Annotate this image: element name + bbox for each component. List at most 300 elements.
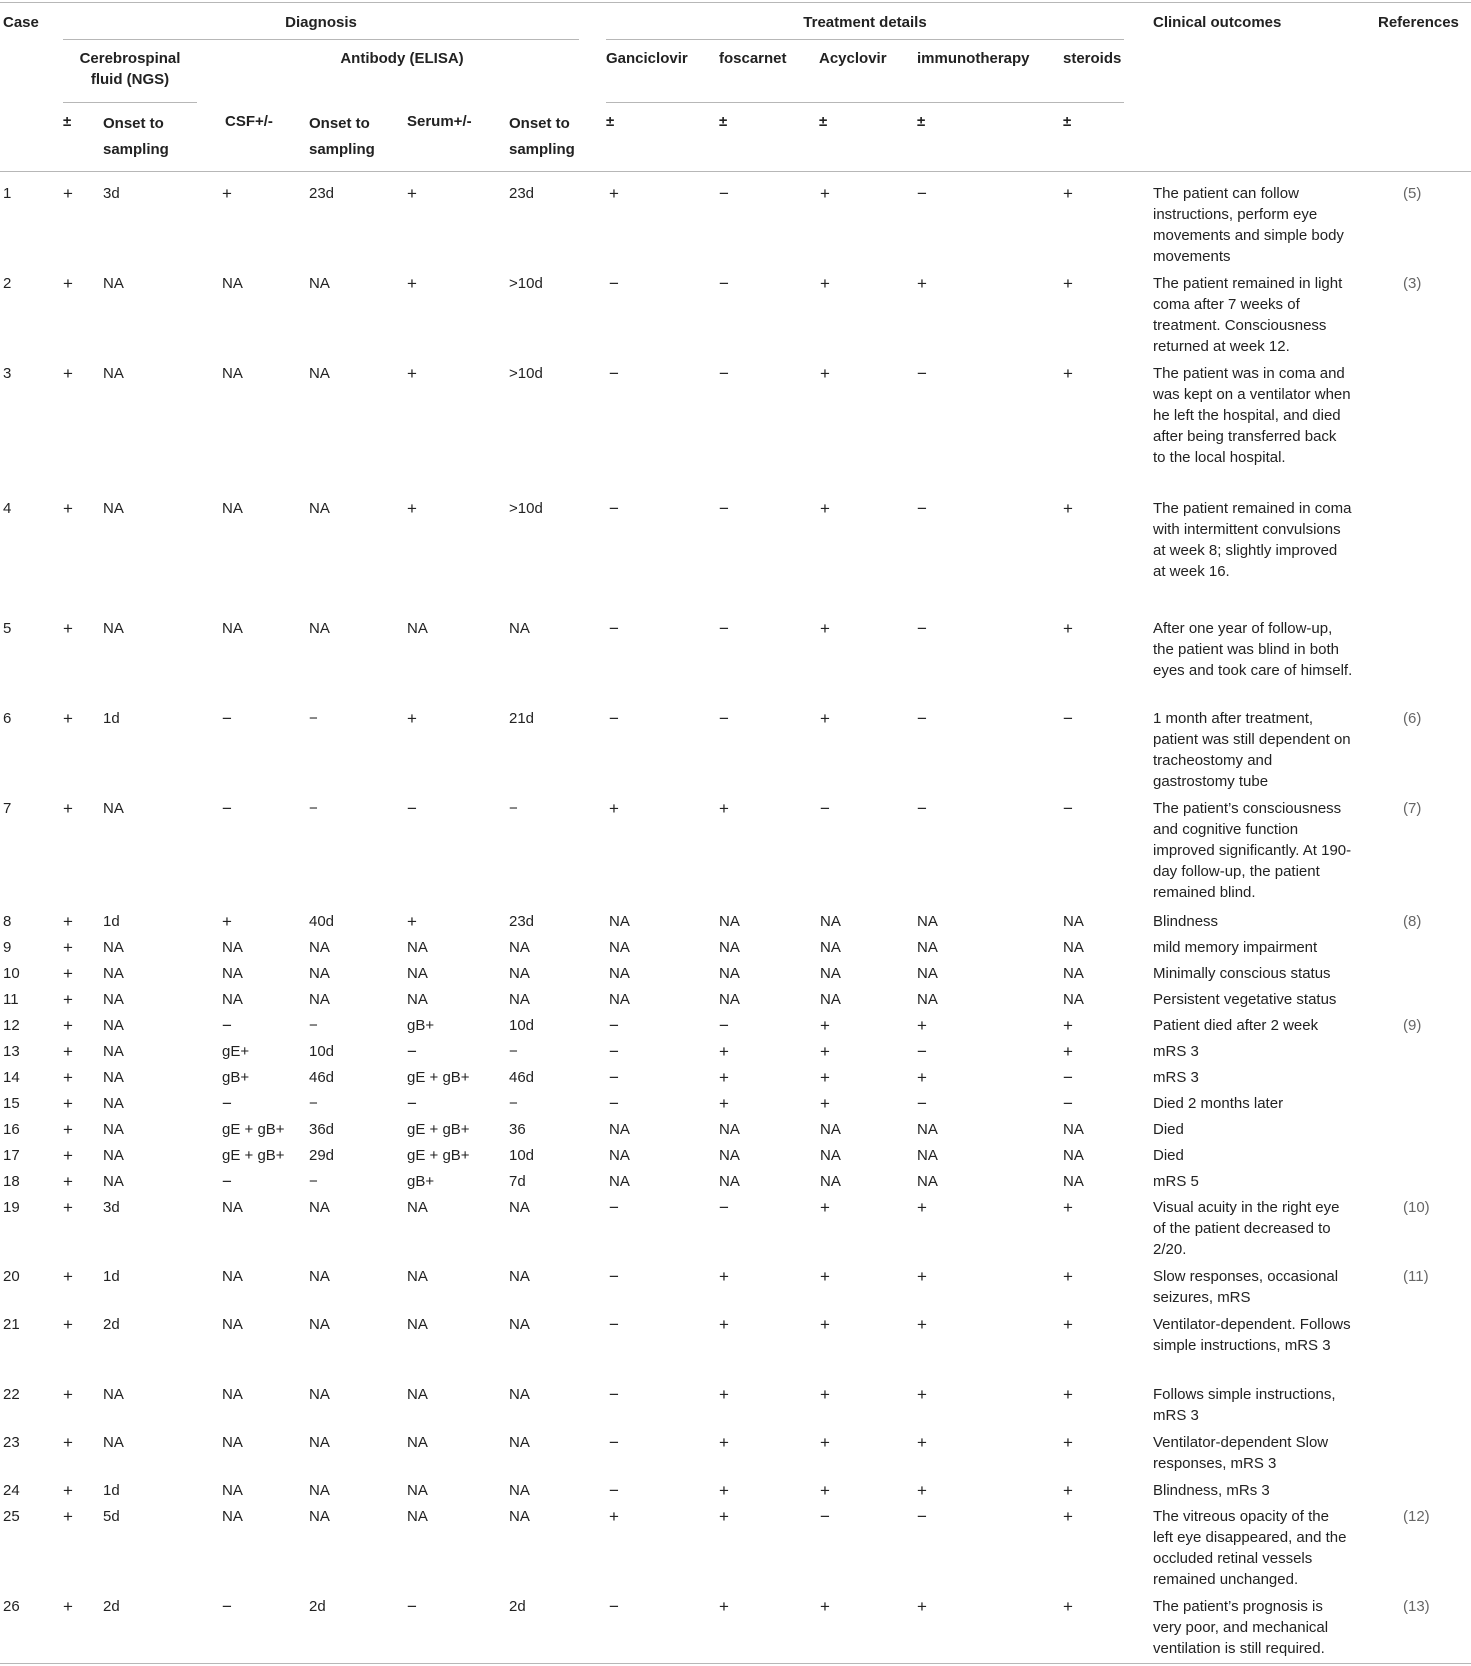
cell-ganciclovir: −	[609, 1016, 619, 1035]
cell-ngs-result: +	[63, 1094, 73, 1113]
cell-csf-onset: 23d	[309, 185, 335, 202]
cell-clinical-outcome: The patient can follow instructions, perform eye movements and simple body movements	[1153, 185, 1344, 265]
cell-ganciclovir: −	[609, 499, 619, 518]
header-bottom-rule	[0, 171, 1471, 172]
cell-immunotherapy: −	[917, 619, 927, 638]
cell-acyclovir: +	[820, 1068, 830, 1087]
cell-case: 14	[3, 1069, 20, 1086]
cell-ngs-onset: NA	[103, 1043, 124, 1060]
cell-steroids: NA	[1063, 1121, 1084, 1138]
cell-ngs-result: +	[63, 1481, 73, 1500]
cell-case: 13	[3, 1043, 20, 1060]
cell-serum-onset: NA	[509, 1316, 530, 1333]
cell-case: 22	[3, 1386, 20, 1403]
cell-foscarnet: +	[719, 1315, 729, 1334]
cell-ganciclovir: −	[609, 1068, 619, 1087]
cell-serum-onset: 23d	[509, 185, 535, 202]
cell-case: 25	[3, 1508, 20, 1525]
cell-csf-onset: NA	[309, 275, 330, 292]
cell-ngs-onset: NA	[103, 1069, 124, 1086]
cell-steroids: −	[1063, 709, 1073, 728]
cell-ngs-result: +	[63, 1042, 73, 1061]
cell-serum-result: NA	[407, 1482, 428, 1499]
cell-case: 3	[3, 365, 12, 382]
header-immunotherapy-pm: ±	[917, 113, 926, 130]
cell-immunotherapy: NA	[917, 965, 938, 982]
cell-ngs-result: +	[63, 364, 73, 383]
cell-csf-result: NA	[222, 939, 243, 956]
cell-serum-onset: NA	[509, 1434, 530, 1451]
cell-case: 5	[3, 620, 12, 637]
cell-immunotherapy: NA	[917, 1121, 938, 1138]
cell-serum-result: −	[407, 799, 417, 818]
cell-clinical-outcome: Died	[1153, 1147, 1184, 1164]
cell-foscarnet: NA	[719, 991, 740, 1008]
cell-clinical-outcome: The patient remained in coma with intermittent convulsions at week 8; slightly improved at week 16.	[1153, 500, 1352, 580]
cell-steroids: −	[1063, 1068, 1073, 1087]
cell-ngs-result: +	[63, 938, 73, 957]
cell-clinical-outcome: Visual acuity in the right eye of the patient decreased to 2/20.	[1153, 1199, 1340, 1258]
cell-ganciclovir: +	[609, 799, 619, 818]
header-csf-ngs: Cerebrospinal fluid (NGS)	[79, 50, 181, 88]
cell-ngs-result: +	[63, 1267, 73, 1286]
cell-ganciclovir: −	[609, 274, 619, 293]
cell-immunotherapy: −	[917, 364, 927, 383]
cell-serum-result: +	[407, 499, 417, 518]
cell-ngs-onset: 1d	[103, 710, 120, 727]
cell-case: 2	[3, 275, 12, 292]
cell-case: 7	[3, 800, 12, 817]
cell-immunotherapy: NA	[917, 939, 938, 956]
cell-serum-onset: NA	[509, 1199, 530, 1216]
cell-clinical-outcome: mild memory impairment	[1153, 939, 1318, 956]
cell-serum-onset: 2d	[509, 1598, 526, 1615]
cell-csf-onset: 40d	[309, 913, 335, 930]
cell-csf-onset: NA	[309, 965, 330, 982]
cell-csf-result: +	[222, 184, 232, 203]
cell-serum-onset: 10d	[509, 1147, 535, 1164]
header-references: References	[1378, 14, 1459, 31]
cell-csf-onset: NA	[309, 1482, 330, 1499]
cell-immunotherapy: +	[917, 1481, 927, 1500]
cell-ganciclovir: −	[609, 1198, 619, 1217]
cell-immunotherapy: −	[917, 1507, 927, 1526]
cell-ganciclovir: −	[609, 619, 619, 638]
cell-acyclovir: +	[820, 709, 830, 728]
cell-csf-result: NA	[222, 365, 243, 382]
cell-clinical-outcome: mRS 3	[1153, 1043, 1199, 1060]
cell-case: 20	[3, 1268, 20, 1285]
cell-reference: (10)	[1403, 1199, 1430, 1216]
cell-ngs-result: +	[63, 1385, 73, 1404]
cell-steroids: +	[1063, 1597, 1073, 1616]
cell-clinical-outcome: Minimally conscious status	[1153, 965, 1331, 982]
cell-ngs-result: +	[63, 1433, 73, 1452]
cell-steroids: +	[1063, 1481, 1073, 1500]
cell-steroids: +	[1063, 274, 1073, 293]
cell-serum-onset: −	[509, 800, 518, 817]
cell-acyclovir: +	[820, 1042, 830, 1061]
cell-ngs-onset: 2d	[103, 1598, 120, 1615]
cell-csf-result: −	[222, 799, 232, 818]
header-clinical-outcomes: Clinical outcomes	[1153, 14, 1282, 31]
cell-csf-result: −	[222, 709, 232, 728]
cell-reference: (11)	[1403, 1268, 1429, 1285]
cell-csf-onset: −	[309, 1173, 318, 1190]
cell-serum-result: +	[407, 364, 417, 383]
cell-serum-onset: 7d	[509, 1173, 526, 1190]
cell-csf-onset: 46d	[309, 1069, 335, 1086]
cell-serum-result: gE + gB+	[407, 1121, 470, 1138]
cell-foscarnet: +	[719, 799, 729, 818]
cell-serum-result: gB+	[407, 1017, 435, 1034]
cell-reference: (13)	[1403, 1598, 1430, 1615]
cell-steroids: +	[1063, 1385, 1073, 1404]
cell-serum-onset: 10d	[509, 1017, 535, 1034]
cell-immunotherapy: +	[917, 1068, 927, 1087]
cell-clinical-outcome: The patient was in coma and was kept on a ventilator when he left the hospital, and died after being transferred back to the local hospital.	[1153, 365, 1351, 466]
cell-acyclovir: +	[820, 1094, 830, 1113]
cell-ngs-onset: 3d	[103, 1199, 120, 1216]
cell-csf-onset: NA	[309, 1434, 330, 1451]
cell-immunotherapy: −	[917, 499, 927, 518]
cell-foscarnet: +	[719, 1094, 729, 1113]
cell-ngs-result: +	[63, 1146, 73, 1165]
treatment-underline	[606, 39, 1124, 40]
cell-immunotherapy: +	[917, 274, 927, 293]
cell-csf-result: −	[222, 1094, 232, 1113]
cell-case: 10	[3, 965, 20, 982]
cell-ngs-result: +	[63, 184, 73, 203]
cell-serum-onset: >10d	[509, 500, 543, 517]
cell-csf-result: NA	[222, 1386, 243, 1403]
cell-serum-onset: NA	[509, 1482, 530, 1499]
cell-ngs-onset: 5d	[103, 1508, 120, 1525]
cell-case: 11	[3, 991, 19, 1008]
cell-foscarnet: +	[719, 1507, 729, 1526]
cell-case: 16	[3, 1121, 20, 1138]
header-ganciclovir: Ganciclovir	[606, 50, 688, 67]
header-immunotherapy: immunotherapy	[917, 50, 1030, 67]
cell-csf-onset: 36d	[309, 1121, 335, 1138]
cell-steroids: +	[1063, 1198, 1073, 1217]
table-bottom-rule	[0, 1663, 1471, 1664]
cell-serum-onset: >10d	[509, 365, 543, 382]
cell-ngs-result: +	[63, 499, 73, 518]
cell-csf-onset: NA	[309, 365, 330, 382]
cell-csf-result: NA	[222, 1434, 243, 1451]
cell-clinical-outcome: The patient’s consciousness and cognitive function improved significantly. At 190-day follow-up, the patient remained blind.	[1153, 800, 1352, 901]
cell-ganciclovir: +	[609, 1507, 619, 1526]
cell-steroids: −	[1063, 799, 1073, 818]
cell-foscarnet: NA	[719, 939, 740, 956]
cell-case: 19	[3, 1199, 20, 1216]
cell-acyclovir: +	[820, 364, 830, 383]
cell-steroids: +	[1063, 1507, 1073, 1526]
cell-ngs-result: +	[63, 1120, 73, 1139]
cell-reference: (9)	[1403, 1017, 1422, 1034]
cell-csf-onset: NA	[309, 1268, 330, 1285]
cell-steroids: −	[1063, 1094, 1073, 1113]
cell-foscarnet: −	[719, 364, 729, 383]
cell-ngs-onset: NA	[103, 1386, 124, 1403]
cell-csf-result: +	[222, 912, 232, 931]
cell-clinical-outcome: The patient’s prognosis is very poor, and mechanical ventilation is still required.	[1153, 1598, 1329, 1657]
header-case: Case	[3, 14, 39, 31]
cell-acyclovir: −	[820, 1507, 830, 1526]
cell-immunotherapy: NA	[917, 1147, 938, 1164]
cell-ganciclovir: NA	[609, 991, 630, 1008]
cell-foscarnet: +	[719, 1597, 729, 1616]
cell-steroids: NA	[1063, 991, 1084, 1008]
cell-csf-onset: 2d	[309, 1598, 326, 1615]
cell-foscarnet: −	[719, 184, 729, 203]
header-ganciclovir-pm: ±	[606, 113, 615, 130]
cell-clinical-outcome: The patient remained in light coma after 7 weeks of treatment. Consciousness returned at week 12.	[1153, 275, 1343, 355]
cell-foscarnet: +	[719, 1068, 729, 1087]
cell-ngs-result: +	[63, 964, 73, 983]
cell-ganciclovir: NA	[609, 939, 630, 956]
cell-serum-result: NA	[407, 1316, 428, 1333]
cell-csf-result: NA	[222, 1508, 243, 1525]
cell-ngs-result: +	[63, 274, 73, 293]
cell-serum-onset: 23d	[509, 913, 535, 930]
cell-serum-result: gE + gB+	[407, 1147, 470, 1164]
cell-ganciclovir: −	[609, 364, 619, 383]
cell-steroids: +	[1063, 1433, 1073, 1452]
cell-clinical-outcome: The vitreous opacity of the left eye disappeared, and the occluded retinal vessels remained unchanged.	[1153, 1508, 1347, 1588]
cell-acyclovir: +	[820, 1597, 830, 1616]
cell-csf-onset: NA	[309, 1199, 330, 1216]
cell-steroids: NA	[1063, 965, 1084, 982]
cell-acyclovir: +	[820, 1315, 830, 1334]
cell-csf-onset: NA	[309, 1386, 330, 1403]
cell-csf-result: gE+	[222, 1043, 250, 1060]
cell-case: 1	[3, 185, 12, 202]
cell-immunotherapy: +	[917, 1267, 927, 1286]
cell-csf-result: NA	[222, 1316, 243, 1333]
cell-serum-result: NA	[407, 1268, 428, 1285]
cell-immunotherapy: NA	[917, 913, 938, 930]
cell-csf-result: NA	[222, 500, 243, 517]
cell-foscarnet: +	[719, 1042, 729, 1061]
cell-csf-result: gE + gB+	[222, 1147, 285, 1164]
cell-steroids: +	[1063, 364, 1073, 383]
cell-serum-onset: NA	[509, 965, 530, 982]
cell-acyclovir: +	[820, 499, 830, 518]
cell-csf-onset: NA	[309, 620, 330, 637]
cell-immunotherapy: NA	[917, 1173, 938, 1190]
cell-acyclovir: NA	[820, 965, 841, 982]
cell-serum-result: +	[407, 912, 417, 931]
cell-case: 8	[3, 913, 12, 930]
cell-serum-onset: 46d	[509, 1069, 535, 1086]
cell-foscarnet: +	[719, 1267, 729, 1286]
cell-acyclovir: +	[820, 1433, 830, 1452]
cell-ngs-onset: 2d	[103, 1316, 120, 1333]
cell-ngs-onset: NA	[103, 800, 124, 817]
cell-csf-result: gE + gB+	[222, 1121, 285, 1138]
cell-immunotherapy: NA	[917, 991, 938, 1008]
table-top-rule	[0, 2, 1471, 3]
cell-ngs-result: +	[63, 1198, 73, 1217]
cell-clinical-outcome: After one year of follow-up, the patient was blind in both eyes and took care of himself.	[1153, 620, 1353, 679]
cell-clinical-outcome: mRS 5	[1153, 1173, 1199, 1190]
cell-foscarnet: −	[719, 499, 729, 518]
cell-acyclovir: −	[820, 799, 830, 818]
cell-csf-onset: NA	[309, 500, 330, 517]
cell-ngs-onset: NA	[103, 1121, 124, 1138]
cell-immunotherapy: −	[917, 799, 927, 818]
cell-steroids: +	[1063, 1016, 1073, 1035]
cell-acyclovir: NA	[820, 991, 841, 1008]
cell-ngs-result: +	[63, 1016, 73, 1035]
cell-steroids: +	[1063, 499, 1073, 518]
cell-case: 23	[3, 1434, 20, 1451]
cell-serum-onset: 21d	[509, 710, 535, 727]
cell-steroids: +	[1063, 619, 1073, 638]
cell-steroids: +	[1063, 1042, 1073, 1061]
cell-serum-onset: 36	[509, 1121, 526, 1138]
cell-immunotherapy: +	[917, 1198, 927, 1217]
cell-csf-result: gB+	[222, 1069, 250, 1086]
cell-serum-result: NA	[407, 965, 428, 982]
cell-ngs-onset: NA	[103, 620, 124, 637]
cell-steroids: NA	[1063, 913, 1084, 930]
cell-csf-onset: 29d	[309, 1147, 335, 1164]
cell-foscarnet: NA	[719, 965, 740, 982]
cell-serum-result: NA	[407, 1508, 428, 1525]
cell-foscarnet: NA	[719, 1121, 740, 1138]
header-csf-pm: CSF+/-	[225, 113, 273, 130]
cell-immunotherapy: +	[917, 1016, 927, 1035]
cell-serum-result: −	[407, 1042, 417, 1061]
cell-ngs-onset: NA	[103, 1017, 124, 1034]
header-ngs-onset: Onset to sampling	[103, 115, 169, 158]
cell-acyclovir: +	[820, 274, 830, 293]
cell-ngs-onset: NA	[103, 1434, 124, 1451]
cell-serum-result: NA	[407, 620, 428, 637]
cell-case: 26	[3, 1598, 20, 1615]
cell-case: 24	[3, 1482, 20, 1499]
cell-ngs-onset: NA	[103, 965, 124, 982]
cell-serum-result: gE + gB+	[407, 1069, 470, 1086]
cell-immunotherapy: +	[917, 1597, 927, 1616]
cell-immunotherapy: +	[917, 1433, 927, 1452]
cell-acyclovir: +	[820, 1016, 830, 1035]
cell-foscarnet: −	[719, 709, 729, 728]
cell-case: 18	[3, 1173, 20, 1190]
cell-clinical-outcome: Died	[1153, 1121, 1184, 1138]
cell-csf-result: −	[222, 1172, 232, 1191]
cell-csf-result: NA	[222, 1482, 243, 1499]
header-acyclovir-pm: ±	[819, 113, 828, 130]
cell-ganciclovir: +	[609, 184, 619, 203]
cell-csf-onset: −	[309, 710, 318, 727]
cell-foscarnet: +	[719, 1433, 729, 1452]
cell-ganciclovir: NA	[609, 1147, 630, 1164]
cell-case: 6	[3, 710, 12, 727]
cell-serum-result: +	[407, 274, 417, 293]
cell-acyclovir: +	[820, 1198, 830, 1217]
header-diagnosis: Diagnosis	[285, 14, 357, 31]
cell-serum-result: NA	[407, 939, 428, 956]
cell-serum-result: NA	[407, 1199, 428, 1216]
cell-ngs-onset: NA	[103, 275, 124, 292]
cell-ngs-result: +	[63, 799, 73, 818]
cell-ganciclovir: NA	[609, 1173, 630, 1190]
cell-reference: (7)	[1403, 800, 1422, 817]
cell-steroids: +	[1063, 1315, 1073, 1334]
cell-case: 9	[3, 939, 12, 956]
cell-csf-onset: −	[309, 1095, 318, 1112]
cell-acyclovir: +	[820, 1385, 830, 1404]
cell-serum-onset: NA	[509, 620, 530, 637]
cell-immunotherapy: −	[917, 709, 927, 728]
cell-serum-onset: NA	[509, 939, 530, 956]
cell-ganciclovir: −	[609, 709, 619, 728]
cell-csf-onset: NA	[309, 1316, 330, 1333]
cell-ganciclovir: −	[609, 1433, 619, 1452]
cell-serum-onset: >10d	[509, 275, 543, 292]
header-acyclovir: Acyclovir	[819, 50, 887, 67]
cell-serum-result: −	[407, 1094, 417, 1113]
cell-ganciclovir: −	[609, 1385, 619, 1404]
cell-ngs-onset: NA	[103, 991, 124, 1008]
cell-ganciclovir: −	[609, 1042, 619, 1061]
cell-ngs-onset: NA	[103, 1147, 124, 1164]
cell-csf-result: NA	[222, 620, 243, 637]
cell-ngs-onset: 3d	[103, 185, 120, 202]
cell-steroids: NA	[1063, 1147, 1084, 1164]
cell-foscarnet: NA	[719, 913, 740, 930]
cell-foscarnet: NA	[719, 1173, 740, 1190]
header-foscarnet-pm: ±	[719, 113, 728, 130]
cell-ngs-onset: 1d	[103, 913, 120, 930]
cell-serum-result: +	[407, 184, 417, 203]
cell-reference: (6)	[1403, 710, 1422, 727]
cell-serum-result: gB+	[407, 1173, 435, 1190]
cell-serum-onset: NA	[509, 1268, 530, 1285]
cell-acyclovir: +	[820, 619, 830, 638]
cell-ngs-result: +	[63, 1315, 73, 1334]
header-foscarnet: foscarnet	[719, 50, 787, 67]
cell-ganciclovir: −	[609, 1267, 619, 1286]
cell-ngs-onset: NA	[103, 500, 124, 517]
treatment-subheader-underline	[606, 102, 1124, 103]
cell-ngs-onset: 1d	[103, 1268, 120, 1285]
cell-reference: (3)	[1403, 275, 1422, 292]
cell-immunotherapy: +	[917, 1315, 927, 1334]
header-steroids: steroids	[1063, 50, 1122, 67]
cell-foscarnet: NA	[719, 1147, 740, 1164]
cell-ngs-onset: NA	[103, 365, 124, 382]
cell-ngs-result: +	[63, 1597, 73, 1616]
cell-ngs-onset: NA	[103, 1173, 124, 1190]
cell-clinical-outcome: Follows simple instructions, mRS 3	[1153, 1386, 1336, 1424]
cell-serum-onset: NA	[509, 1508, 530, 1525]
cell-steroids: NA	[1063, 939, 1084, 956]
cell-steroids: +	[1063, 1267, 1073, 1286]
cell-acyclovir: NA	[820, 1147, 841, 1164]
cell-csf-result: −	[222, 1016, 232, 1035]
header-serum-onset: Onset to sampling	[509, 115, 575, 158]
cell-clinical-outcome: Blindness, mRs 3	[1153, 1482, 1270, 1499]
cell-csf-result: −	[222, 1597, 232, 1616]
cell-clinical-outcome: 1 month after treatment, patient was still dependent on tracheostomy and gastrostomy tube	[1153, 710, 1351, 790]
cell-serum-onset: NA	[509, 1386, 530, 1403]
cell-case: 4	[3, 500, 12, 517]
